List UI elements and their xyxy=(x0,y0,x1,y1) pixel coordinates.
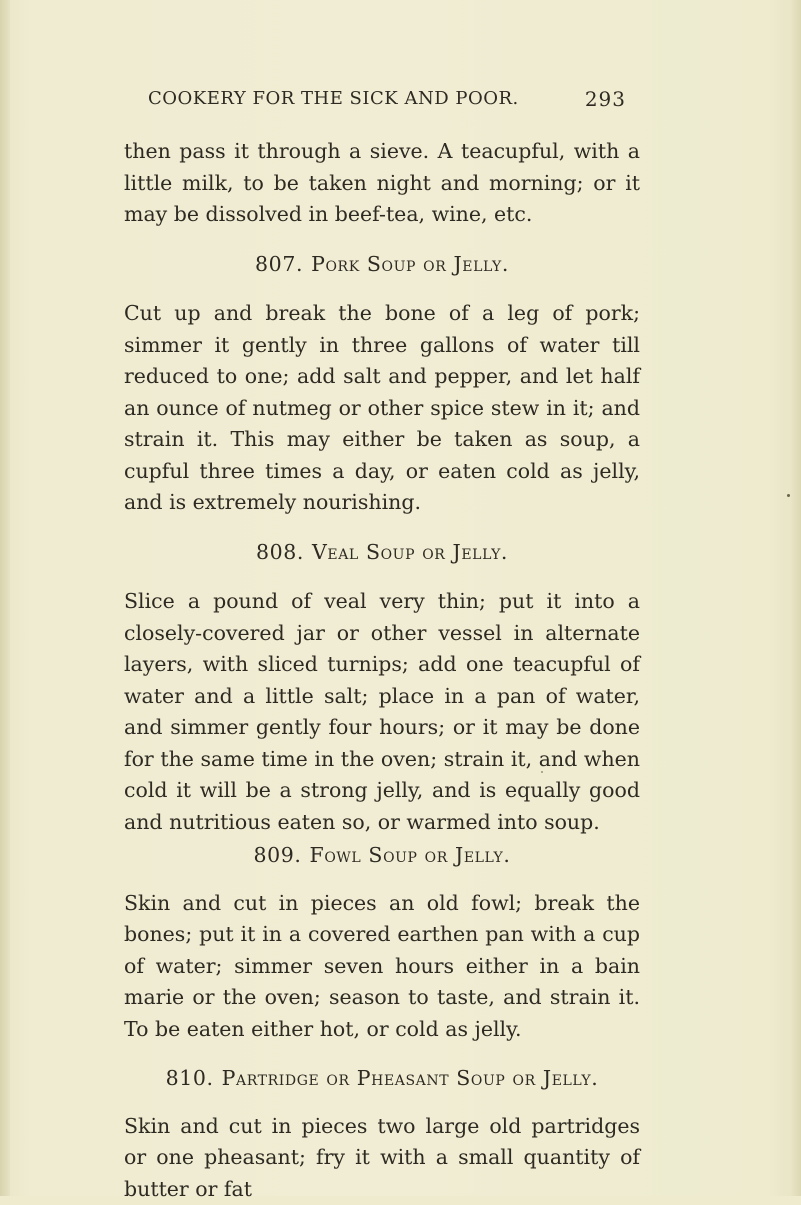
recipe-paragraph-808: Slice a pound of veal very thin; put it into a closely-covered jar or other vessel in alternate layers, with sliced turnips; add one teacupful of water and a little salt; place in a pan of water, and simmer gently four hours; or it may be done for the same time in the oven; strain it, and when cold it will be a strong jelly, and is equally good and nutritious eaten so, or warmed into soup. xyxy=(124,586,640,838)
recipe-number: 810. xyxy=(166,1066,214,1090)
recipe-number: 807. xyxy=(255,252,303,276)
recipe-heading-808 xyxy=(124,537,640,569)
recipe-number: 809. xyxy=(253,843,301,867)
recipe-paragraph-809: Skin and cut in pieces an old fowl; break the bones; put it in a covered earthen pan with a cup of water; simmer seven hours either in a bain marie or the oven; season to taste, and strain it. To be eaten either hot, or cold as jelly. xyxy=(124,888,640,1046)
paper-speck xyxy=(541,771,543,773)
recipe-title: Pork Soup or Jelly. xyxy=(311,252,509,276)
page-number: 293 xyxy=(585,87,626,111)
page-left-edge xyxy=(0,0,10,1196)
recipe-paragraph-810: Skin and cut in pieces two large old partridges or one pheasant; fry it with a small quantity of butter or fat xyxy=(124,1111,640,1205)
page-right-edge xyxy=(789,0,801,1196)
recipe-heading-809 xyxy=(124,840,640,872)
intro-paragraph: then pass it through a sieve. A teacupful, with a little milk, to be taken night and morning; or it may be dissolved in beef-tea, wine, etc. xyxy=(124,136,640,231)
running-head-title: COOKERY FOR THE SICK AND POOR. xyxy=(148,88,519,109)
recipe-number: 808. xyxy=(256,540,304,564)
running-head xyxy=(148,88,626,114)
paper-speck xyxy=(787,494,790,497)
recipe-heading-810 xyxy=(124,1063,640,1095)
recipe-heading-807 xyxy=(124,249,640,281)
recipe-title: Fowl Soup or Jelly. xyxy=(310,843,511,867)
recipe-title: Partridge or Pheasant Soup or Jelly. xyxy=(222,1066,599,1090)
recipe-title: Veal Soup or Jelly. xyxy=(312,540,508,564)
page-body xyxy=(124,136,640,1205)
recipe-paragraph-807: Cut up and break the bone of a leg of pork; simmer it gently in three gallons of water till reduced to one; add salt and pepper, and let half an ounce of nutmeg or other spice stew in it; and strain it. This may either be taken as soup, a cupful three times a day, or eaten cold as jelly, and is extremely nourishing. xyxy=(124,298,640,519)
